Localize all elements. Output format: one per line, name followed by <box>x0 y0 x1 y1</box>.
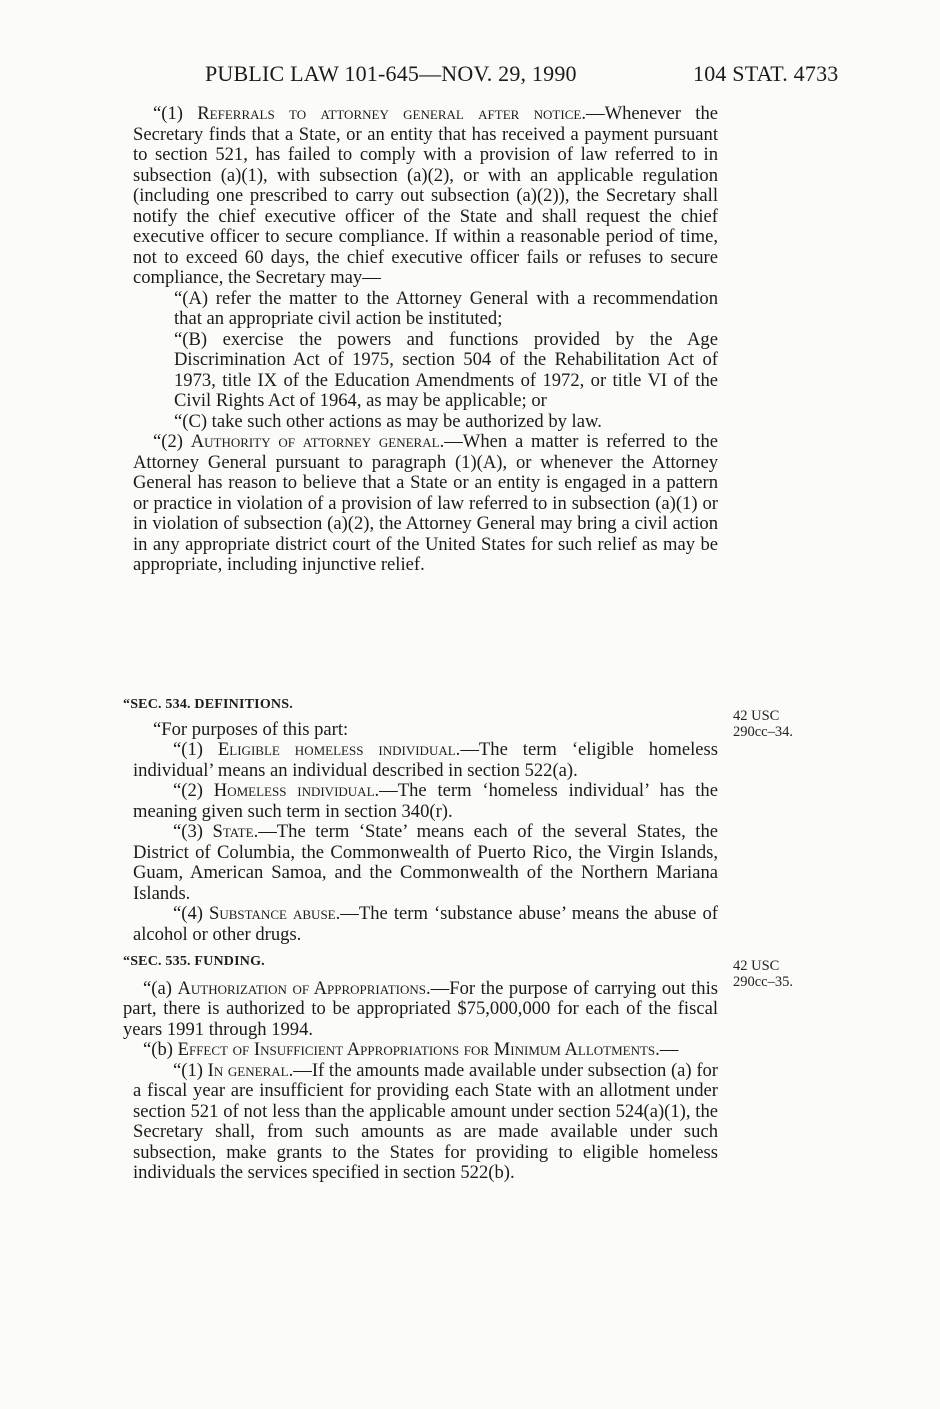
definition-1: “(1) Eligible homeless individual.—The term ‘eligible homeless individual’ means an individual described in section 522(a). <box>133 739 718 781</box>
subsection-b-paragraph-1: “(1) In general.—If the amounts made available under subsection (a) for a fiscal year are insufficient for providing each State with an allotment under section 521 of not less than the applicable amount under section 524(a)(1), the Secretary shall, from such amounts as are made available under such subsection, make grants to the States for providing to eligible homeless individuals the services specified in section 522(b). <box>133 1059 718 1183</box>
section-535 <box>123 952 718 1184</box>
definition-2: “(2) Homeless individual.—The term ‘homeless individual’ has the meaning given such term in section 340(r). <box>133 780 718 822</box>
paragraph-1-heading: Referrals to attorney general after notice <box>197 103 582 124</box>
paragraph-1-referrals: “(1) Referrals to attorney general after notice.—Whenever the Secretary finds that a State, or an entity that has received a payment pursuant to section 521, has failed to comply with a provision of law referred to in subsection (a)(1), with subsection (a)(2), or with an applicable regulation (including one prescribed to carry out subsection (a)(2)), the Secretary shall notify the chief executive officer of the State and shall request the chief executive officer to secure compliance. If within a reasonable period of time, not to exceed 60 days, the chief executive officer fails or refuses to secure compliance, the Secretary may— <box>133 103 719 288</box>
definitions-intro: “For purposes of this part: <box>153 718 349 740</box>
running-header-title: PUBLIC LAW 101-645—NOV. 29, 1990 <box>205 61 577 86</box>
section-534 <box>123 695 718 945</box>
subparagraph-C: “(C) take such other actions as may be authorized by law. <box>174 410 602 432</box>
subparagraph-B: “(B) exercise the powers and functions provided by the Age Discrimination Act of 1975, section 504 of the Rehabilitation Act of 1973, title IX of the Education Amendments of 1972, or title VI of the Civil Rights Act of 1964, as may be applicable; or <box>174 328 718 411</box>
subparagraph-A: “(A) refer the matter to the Attorney General with a recommendation that an appropriate civil action be instituted; <box>174 287 718 329</box>
paragraph-2-heading: Authority of attorney general <box>190 431 440 452</box>
definition-3: “(3) State.—The term ‘State’ means each of the several States, the District of Columbia, the Commonwealth of Puerto Rico, the Virgin Islands, Guam, American Samoa, and the Commonwealth of the Northern Mariana Islands. <box>133 821 718 904</box>
definition-4: “(4) Substance abuse.—The term ‘substance abuse’ means the abuse of alcohol or other drugs. <box>133 903 718 945</box>
margin-citation-534: 42 USC 290cc–34. <box>733 708 793 740</box>
page-stat-number: 104 STAT. 4733 <box>693 61 839 86</box>
margin-citation-535: 42 USC 290cc–35. <box>733 958 793 990</box>
section-534-heading: “SEC. 534. DEFINITIONS. <box>123 697 293 712</box>
subsection-b: “(b) Effect of Insufficient Appropriations for Minimum Allotments.— <box>143 1039 679 1060</box>
section-535-heading: “SEC. 535. FUNDING. <box>123 954 265 969</box>
enforcement-block <box>133 104 718 576</box>
paragraph-2-authority: “(2) Authority of attorney general.—When a matter is referred to the Attorney General pursuant to paragraph (1)(A), or whenever the Attorney General has reason to believe that a State or an entity is engaged in a pattern or practice in violation of a provision of law referred to in subsection (a)(1) or in violation of subsection (a)(2), the Attorney General may bring a civil action in any appropriate district court of the United States for such relief as may be appropriate, including injunctive relief. <box>133 431 718 575</box>
subsection-a: “(a) Authorization of Appropriations.—For the purpose of carrying out this part, there is authorized to be appropriated $75,000,000 for each of the fiscal years 1991 through 1994. <box>123 977 718 1040</box>
